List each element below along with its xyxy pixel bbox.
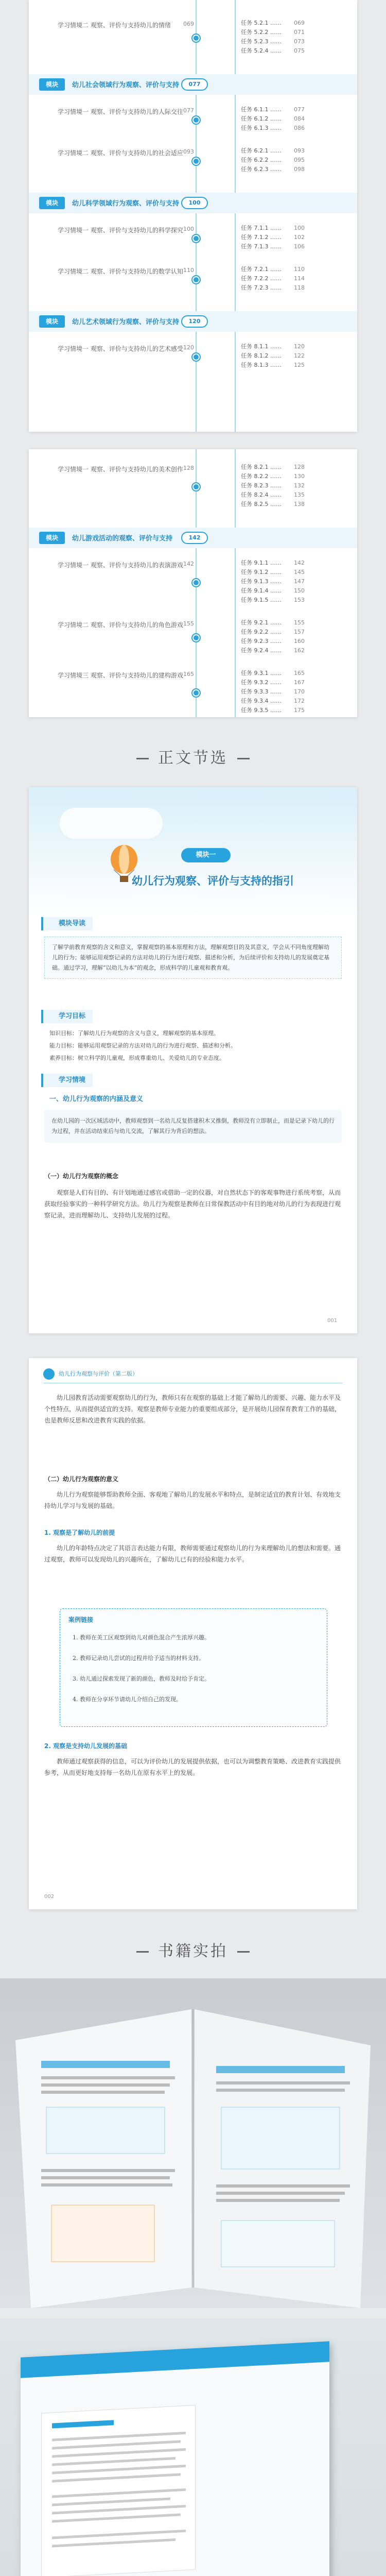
excerpt-page-2 <box>29 1358 357 1909</box>
toc-task[interactable] <box>241 105 305 113</box>
intro-text: 了解学前教育观察的含义和意义，掌握观察的基本原理和方法，理解观察目的及其意义，学会从不同角度理解幼儿的行为；能够运用观察记录的方法对幼儿的行为进行观察、描述和分析，为后续评价和支持幼儿的发展奠定基础。通过学习，理解“以幼儿为本”的观念，形成科学的儿童观和教育观。 <box>44 937 342 979</box>
toc-task-page: 155 <box>293 619 305 626</box>
page-header-icon <box>43 1368 55 1380</box>
toc-task-label: 任务 7.1.1 …… <box>241 225 282 231</box>
toc-task-label: 任务 5.2.1 …… <box>241 20 282 26</box>
toc-task-label: 任务 5.2.2 …… <box>241 29 282 36</box>
module-title: 幼儿科学领域行为观察、评价与支持 <box>72 200 180 208</box>
toc-task-label: 任务 6.1.2 …… <box>241 115 282 122</box>
excerpt-banner <box>0 745 386 768</box>
toc-task[interactable] <box>241 242 305 250</box>
toc-task[interactable] <box>241 637 305 645</box>
toc-task[interactable] <box>241 618 305 626</box>
toc-module-header[interactable] <box>29 528 357 548</box>
toc-task-label: 任务 5.2.4 …… <box>241 47 282 54</box>
toc-task-label: 任务 7.2.1 …… <box>241 266 282 273</box>
subheading-concept: （一）幼儿行为观察的概念 <box>44 1173 119 1180</box>
toc-task-page: 106 <box>293 243 305 250</box>
module-title: 幼儿艺术领域行为观察、评价与支持 <box>72 318 180 326</box>
toc-task[interactable] <box>241 46 305 55</box>
case-text: 在幼儿园的一次区域活动中，教师观察到一名幼儿反复搭建积木又推倒，教师没有立即制止，而是记录下幼儿的行为过程，并在活动结束后与幼儿交流，了解其行为背后的想法。 <box>44 1110 342 1143</box>
section-heading-scenario: 学习情境 <box>41 1074 93 1087</box>
book-cover <box>21 2341 329 2576</box>
toc-task-label: 任务 8.2.5 …… <box>241 501 282 507</box>
toc-task-label: 任务 7.2.2 …… <box>241 275 282 282</box>
module-page: 120 <box>181 315 208 328</box>
cover-contents-card <box>41 2405 196 2576</box>
toc-module-header[interactable] <box>29 74 357 95</box>
toc-task[interactable] <box>241 678 305 686</box>
toc-task[interactable] <box>241 568 305 576</box>
toc-task[interactable] <box>241 687 305 696</box>
toc-task-label: 任务 8.1.3 …… <box>241 362 282 368</box>
module-tag: 模块 <box>39 532 65 544</box>
chapter-title: 幼儿行为观察、评价与支持的指引 <box>132 874 294 887</box>
toc-task-page: 165 <box>293 670 305 676</box>
toc-task[interactable] <box>241 706 305 714</box>
cover-photo <box>0 2318 386 2576</box>
toc-task-label: 任务 9.1.4 …… <box>241 587 282 594</box>
toc-task-label: 任务 9.3.4 …… <box>241 698 282 704</box>
toc-task-page: 118 <box>293 284 305 291</box>
case-box-title: 案例链接 <box>68 1616 94 1623</box>
toc-task[interactable] <box>241 146 305 155</box>
goal-3: 素养目标：树立科学的儿童观，形成尊重幼儿、关爱幼儿的专业态度。 <box>49 1055 225 1061</box>
toc-task-page: 077 <box>293 106 305 113</box>
module-tag: 模块一 <box>181 848 231 862</box>
toc-task-label: 任务 9.1.2 …… <box>241 569 282 575</box>
toc-task-page: 157 <box>293 629 305 635</box>
toc-task-page: 084 <box>293 115 305 122</box>
toc-module-header[interactable] <box>29 311 357 332</box>
cloud-decoration <box>60 808 163 839</box>
toc-entry-label: 学习情境三 观察、评价与支持幼儿的建构游戏 <box>58 672 183 679</box>
toc-task[interactable] <box>241 156 305 164</box>
toc-task-page: 145 <box>293 569 305 575</box>
toc-task[interactable] <box>241 500 305 508</box>
module-tag: 模块 <box>39 315 65 328</box>
goal-2: 能力目标：能够运用观察记录的方法对幼儿的行为进行观察、描述和分析。 <box>49 1042 236 1049</box>
toc-task-page: 132 <box>293 482 305 489</box>
excerpt-page-1 <box>29 787 357 1333</box>
toc-task[interactable] <box>241 577 305 585</box>
toc-entry-label: 学习情境一 观察、评价与支持幼儿的表演游戏 <box>58 562 183 569</box>
toc-entry-page: 128 <box>183 465 194 471</box>
subheading-understanding: 1. 观察是了解幼儿的前提 <box>44 1529 115 1536</box>
toc-task-page: 142 <box>293 560 305 566</box>
toc-task-label: 任务 9.1.3 …… <box>241 578 282 585</box>
toc-task-page: 130 <box>293 473 305 480</box>
toc-task-label: 任务 9.2.3 …… <box>241 638 282 645</box>
page-header-title: 幼儿行为观察与评价（第二版） <box>59 1370 138 1377</box>
toc-task[interactable] <box>241 233 305 241</box>
toc-task[interactable] <box>241 628 305 636</box>
toc-task-label: 任务 7.1.2 …… <box>241 234 282 241</box>
toc-task-page: 086 <box>293 125 305 131</box>
toc-task-label: 任务 6.2.2 …… <box>241 157 282 163</box>
toc-task-page: 073 <box>293 38 305 45</box>
toc-task-label: 任务 8.1.1 …… <box>241 343 282 350</box>
module-page: 142 <box>181 532 208 544</box>
toc-task[interactable] <box>241 558 305 567</box>
paragraph-1: 幼儿园教育活动需要观察幼儿的行为，教师只有在观察的基础上才能了解幼儿的需要、兴趣、能力水平及个性特点，从而提供适宜的支持。观察是教师专业能力的重要组成部分，是开展幼儿园保育教育工作的基础，也是教师反思和改进教育实践的依据。 <box>44 1394 341 1424</box>
toc-task-page: 150 <box>293 587 305 594</box>
toc-task[interactable] <box>241 646 305 654</box>
section-heading-intro: 模块导读 <box>41 917 93 930</box>
toc-node-dot <box>192 35 200 42</box>
toc-task-page: 170 <box>293 688 305 695</box>
toc-entry-label: 学习情境二 观察、评价与支持幼儿的社会适应 <box>58 149 183 157</box>
toc-task-page: 093 <box>293 147 305 154</box>
toc-task-label: 任务 6.1.3 …… <box>241 125 282 131</box>
toc-task[interactable] <box>241 283 305 292</box>
toc-task[interactable] <box>241 265 305 273</box>
page-number: 001 <box>327 1318 338 1324</box>
toc-node-dot <box>192 353 200 361</box>
toc-task-page: 102 <box>293 234 305 241</box>
toc-task[interactable] <box>241 472 305 480</box>
toc-node-dot <box>192 158 200 165</box>
photos-banner-label: 书籍实拍 <box>158 1942 228 1960</box>
paragraph-2: 幼儿行为观察能够帮助教师全面、客观地了解幼儿的发展水平和特点，是制定适宜的教育计划、有效地支持幼儿学习与发展的基础。 <box>44 1491 341 1510</box>
toc-task[interactable] <box>241 697 305 705</box>
toc-task-page: 120 <box>293 343 305 350</box>
case-item-4: 4. 教师在分享环节请幼儿介绍自己的发现。 <box>73 1696 182 1703</box>
module-page: 077 <box>181 78 208 91</box>
toc-entry-page: 142 <box>183 561 194 567</box>
toc-task-label: 任务 7.1.3 …… <box>241 243 282 250</box>
toc-task-label: 任务 8.2.1 …… <box>241 464 282 470</box>
toc-task[interactable] <box>241 165 305 173</box>
page-number: 002 <box>44 1894 55 1900</box>
toc-task-label: 任务 8.2.4 …… <box>241 492 282 498</box>
toc-task-label: 任务 8.1.2 …… <box>241 352 282 359</box>
toc-entry-page: 093 <box>183 148 194 155</box>
toc-task[interactable] <box>241 481 305 489</box>
toc-task-label: 任务 9.3.2 …… <box>241 679 282 686</box>
body-text: 观察是人们有目的、有计划地通过感官或借助一定的仪器，对自然状态下的客观事物进行系统考察，从而获取经验事实的一种科学研究方法。幼儿行为观察是教师在日常保教活动中有目的地对幼儿的行为表现进行观察记录，进而理解幼儿、支持幼儿发展的过程。 <box>44 1189 341 1219</box>
toc-node-dot <box>192 579 200 586</box>
toc-task-label: 任务 6.2.1 …… <box>241 147 282 154</box>
paragraph-3: 幼儿的年龄特点决定了其语言表达能力有限，教师需要通过观察幼儿的行为来理解幼儿的想法和需要。通过观察，教师可以发现幼儿的兴趣所在，了解幼儿已有的经验和能力水平。 <box>44 1545 341 1563</box>
toc-entry-page: 165 <box>183 671 194 677</box>
toc-entry-label: 学习情境一 观察、评价与支持幼儿的美术创作 <box>58 466 183 473</box>
toc-task-page: 153 <box>293 597 305 603</box>
toc-task-page: 128 <box>293 464 305 470</box>
toc-task-label: 任务 6.1.1 …… <box>241 106 282 113</box>
toc-task-label: 任务 7.2.3 …… <box>241 284 282 291</box>
toc-entry-page: 120 <box>183 344 194 351</box>
toc-task[interactable] <box>241 114 305 123</box>
toc-task-page: 075 <box>293 47 305 54</box>
toc-task-label: 任务 9.3.3 …… <box>241 688 282 695</box>
cover-top-band <box>21 2341 329 2378</box>
toc-task-page: 172 <box>293 698 305 704</box>
case-box <box>60 1608 327 1727</box>
toc-entry-label: 学习情境一 观察、评价与支持幼儿的人际交往 <box>58 108 183 115</box>
section-heading-goals: 学习目标 <box>41 1010 93 1023</box>
toc-task[interactable] <box>241 351 305 360</box>
toc-node-dot <box>192 235 200 242</box>
toc-task-page: 138 <box>293 501 305 507</box>
toc-task-page: 069 <box>293 20 305 26</box>
toc-task-page: 160 <box>293 638 305 645</box>
case-item-3: 3. 幼儿通过探索发现了新的颜色，教师及时给予肯定。 <box>73 1675 210 1682</box>
subheading-support: 2. 观察是支持幼儿发展的基础 <box>44 1742 128 1750</box>
toc-node-dot <box>192 116 200 124</box>
toc-task[interactable] <box>241 463 305 471</box>
case-item-1: 1. 教师在美工区观察到幼儿对颜色混合产生浓厚兴趣。 <box>73 1634 210 1641</box>
toc-node-dot <box>192 483 200 490</box>
toc-entry-page: 110 <box>183 267 194 274</box>
excerpt-banner-label: 正文节选 <box>158 749 228 767</box>
toc-task-page: 100 <box>293 225 305 231</box>
toc-entry-page: 155 <box>183 620 194 627</box>
toc-task-label: 任务 8.2.2 …… <box>241 473 282 480</box>
toc-task-page: 167 <box>293 679 305 686</box>
toc-task-label: 任务 9.3.1 …… <box>241 670 282 676</box>
toc-task-page: 175 <box>293 707 305 714</box>
open-book-illustration <box>0 1978 386 2308</box>
open-book-photo <box>0 1978 386 2308</box>
toc-task[interactable] <box>241 224 305 232</box>
toc-task-label: 任务 9.2.1 …… <box>241 619 282 626</box>
toc-task-page: 162 <box>293 647 305 654</box>
toc-task-label: 任务 9.3.5 …… <box>241 707 282 714</box>
case-item-2: 2. 教师记录幼儿尝试的过程并给予适当的材料支持。 <box>73 1655 204 1662</box>
toc-entry-label: 学习情境二 观察、评价与支持幼儿的数学认知 <box>58 268 183 275</box>
toc-task[interactable] <box>241 28 305 36</box>
toc-task[interactable] <box>241 19 305 27</box>
toc-entry-page: 077 <box>183 107 194 114</box>
toc-entry-page: 100 <box>183 226 194 232</box>
toc-task-page: 114 <box>293 275 305 282</box>
toc-page-2 <box>29 449 357 717</box>
toc-task[interactable] <box>241 361 305 369</box>
toc-task-page: 122 <box>293 352 305 359</box>
toc-entry-label: 学习情境二 观察、评价与支持幼儿的情绪 <box>58 22 171 29</box>
module-title: 幼儿社会领域行为观察、评价与支持 <box>72 81 180 89</box>
toc-task-label: 任务 9.2.2 …… <box>241 629 282 635</box>
toc-node-dot <box>192 634 200 641</box>
toc-module-header[interactable] <box>29 193 357 213</box>
toc-task-label: 任务 8.2.3 …… <box>241 482 282 489</box>
toc-task[interactable] <box>241 37 305 45</box>
toc-task-page: 135 <box>293 492 305 498</box>
toc-task[interactable] <box>241 124 305 132</box>
toc-task-page: 098 <box>293 166 305 173</box>
photos-banner <box>0 1938 386 1961</box>
toc-task[interactable] <box>241 274 305 282</box>
toc-entry-page: 069 <box>183 21 194 27</box>
toc-page-1 <box>29 0 357 432</box>
paragraph-4: 教师通过观察获得的信息，可以为评价幼儿的发展提供依据，也可以为调整教育策略、改进教育实践提供参考，从而更好地支持每一名幼儿在原有水平上的发展。 <box>44 1758 341 1776</box>
toc-task[interactable] <box>241 669 305 677</box>
module-page: 100 <box>181 197 208 209</box>
subheading-significance: （二）幼儿行为观察的意义 <box>44 1476 119 1483</box>
toc-task-label: 任务 5.2.3 …… <box>241 38 282 45</box>
toc-task[interactable] <box>241 586 305 595</box>
subsection-title: 一、幼儿行为观察的内涵及意义 <box>49 1095 144 1103</box>
toc-task-label: 任务 6.2.3 …… <box>241 166 282 173</box>
toc-task[interactable] <box>241 596 305 604</box>
toc-entry-label: 学习情境二 观察、评价与支持幼儿的角色游戏 <box>58 621 183 629</box>
toc-node-dot <box>192 276 200 283</box>
toc-node-dot <box>192 689 200 697</box>
module-tag: 模块 <box>39 197 65 209</box>
module-tag: 模块 <box>39 78 65 91</box>
toc-task-page: 110 <box>293 266 305 273</box>
toc-task-page: 147 <box>293 578 305 585</box>
toc-task-label: 任务 9.1.1 …… <box>241 560 282 566</box>
toc-task[interactable] <box>241 490 305 499</box>
toc-task-label: 任务 9.2.4 …… <box>241 647 282 654</box>
toc-task-page: 125 <box>293 362 305 368</box>
toc-task[interactable] <box>241 342 305 350</box>
module-title: 幼儿游戏活动的观察、评价与支持 <box>72 535 173 543</box>
goal-1: 知识目标：了解幼儿行为观察的含义与意义，理解观察的基本原理。 <box>49 1030 219 1037</box>
toc-entry-label: 学习情境一 观察、评价与支持幼儿的艺术感受 <box>58 345 183 352</box>
toc-entry-label: 学习情境一 观察、评价与支持幼儿的科学探究 <box>58 227 183 234</box>
toc-task-page: 071 <box>293 29 305 36</box>
toc-task-page: 095 <box>293 157 305 163</box>
toc-task-label: 任务 9.1.5 …… <box>241 597 282 603</box>
